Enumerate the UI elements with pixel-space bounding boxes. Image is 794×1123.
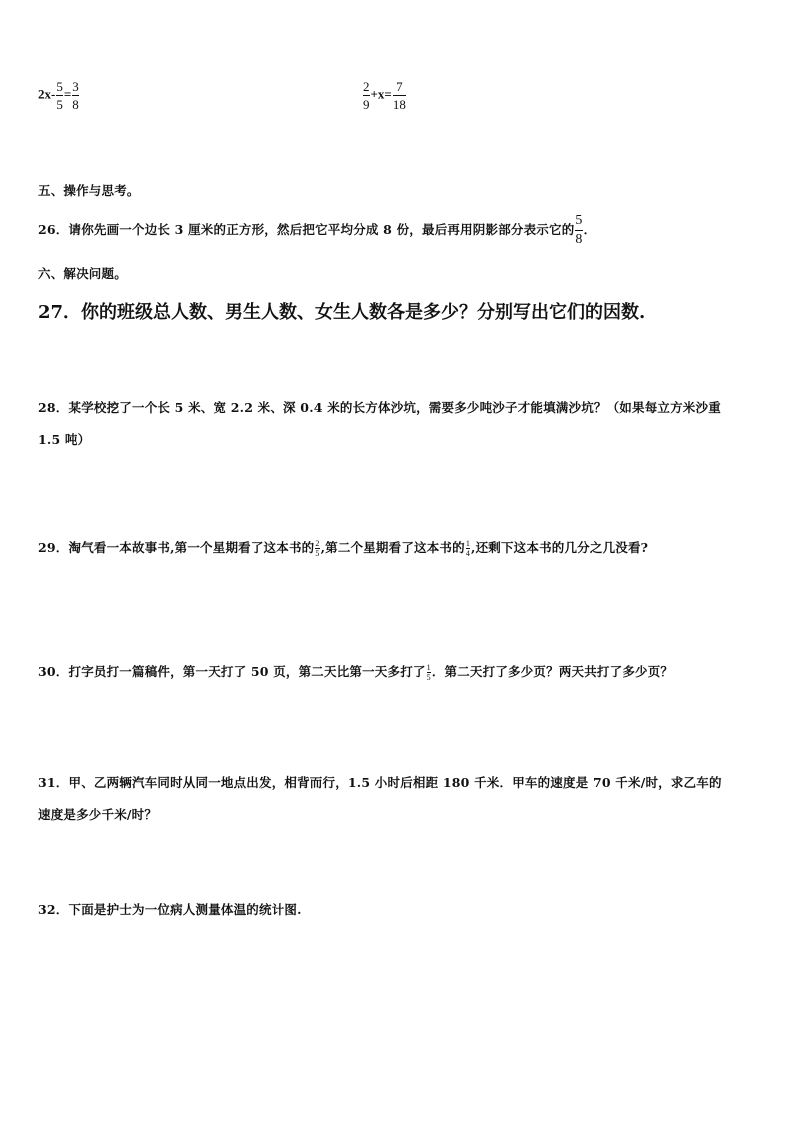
question-26-text: 26．请你先画一个边长 3 厘米的正方形，然后把它平均分成 8 份，最后再用阴影部分表示它的 — [38, 222, 575, 237]
equation-1-fraction-a: $\frac{5}{5}$ — [56, 79, 63, 112]
section-6-title: 六、解决问题。 — [38, 266, 127, 281]
question-29-fraction-b: $\frac{1}{4}$ — [465, 538, 471, 558]
question-27: 27．你的班级总人数、男生人数、女生人数各是多少？分别写出它们的因数. — [38, 302, 646, 323]
equation-1: 2x- $\frac{5}{5}$ = $\frac{3}{8}$ — [38, 79, 79, 112]
section-5-title: 五、操作与思考。 — [38, 183, 140, 198]
question-29-fraction-a: $\frac{2}{5}$ — [315, 538, 320, 558]
equation-1-fraction-b: $\frac{3}{8}$ — [72, 79, 79, 112]
question-26: 26．请你先画一个边长 3 厘米的正方形，然后把它平均分成 8 份，最后再用阴影部分表示它的 $\frac{5}{8}$ ． — [38, 213, 597, 247]
question-28-line-2: 1.5 吨） — [38, 432, 91, 447]
equation-1-lead: 2x- — [38, 86, 56, 102]
equation-2-fraction-b: $\frac{7}{18}$ — [392, 79, 406, 112]
question-32: 32．下面是护士为一位病人测量体温的统计图. — [38, 902, 302, 917]
question-26-fraction: $\frac{5}{8}$ — [575, 213, 583, 247]
question-29: 29．淘气看一本故事书,第一个星期看了这本书的 $\frac{2}{5}$ ,第二个星期看了这本书的 $\frac{1}{4}$ ,还剩下这本书的几分之几没看? — [38, 538, 649, 558]
question-31-line-2: 速度是多少千米/时？ — [38, 807, 158, 822]
question-30-fraction: $\frac{1}{5}$ — [426, 662, 431, 682]
question-31-line-1: 31．甲、乙两辆汽车同时从同一地点出发，相背而行，1.5 小时后相距 180 千米．甲车的速度是 70 千米/时，求乙车的 — [38, 775, 722, 790]
equation-2: $\frac{2}{9}$ +x= $\frac{7}{18}$ — [363, 79, 406, 112]
question-30: 30．打字员打一篇稿件，第一天打了 50 页，第二天比第一天多打了 $\frac{1}{5}$ ．第二天打了多少页？两天共打了多少页？ — [38, 662, 674, 682]
equation-2-fraction-a: $\frac{2}{9}$ — [363, 79, 370, 112]
question-28-line-1: 28．某学校挖了一个长 5 米、宽 2.2 米、深 0.4 米的长方体沙坑，需要多少吨沙子才能填满沙坑？（如果每立方米沙重 — [38, 400, 721, 415]
